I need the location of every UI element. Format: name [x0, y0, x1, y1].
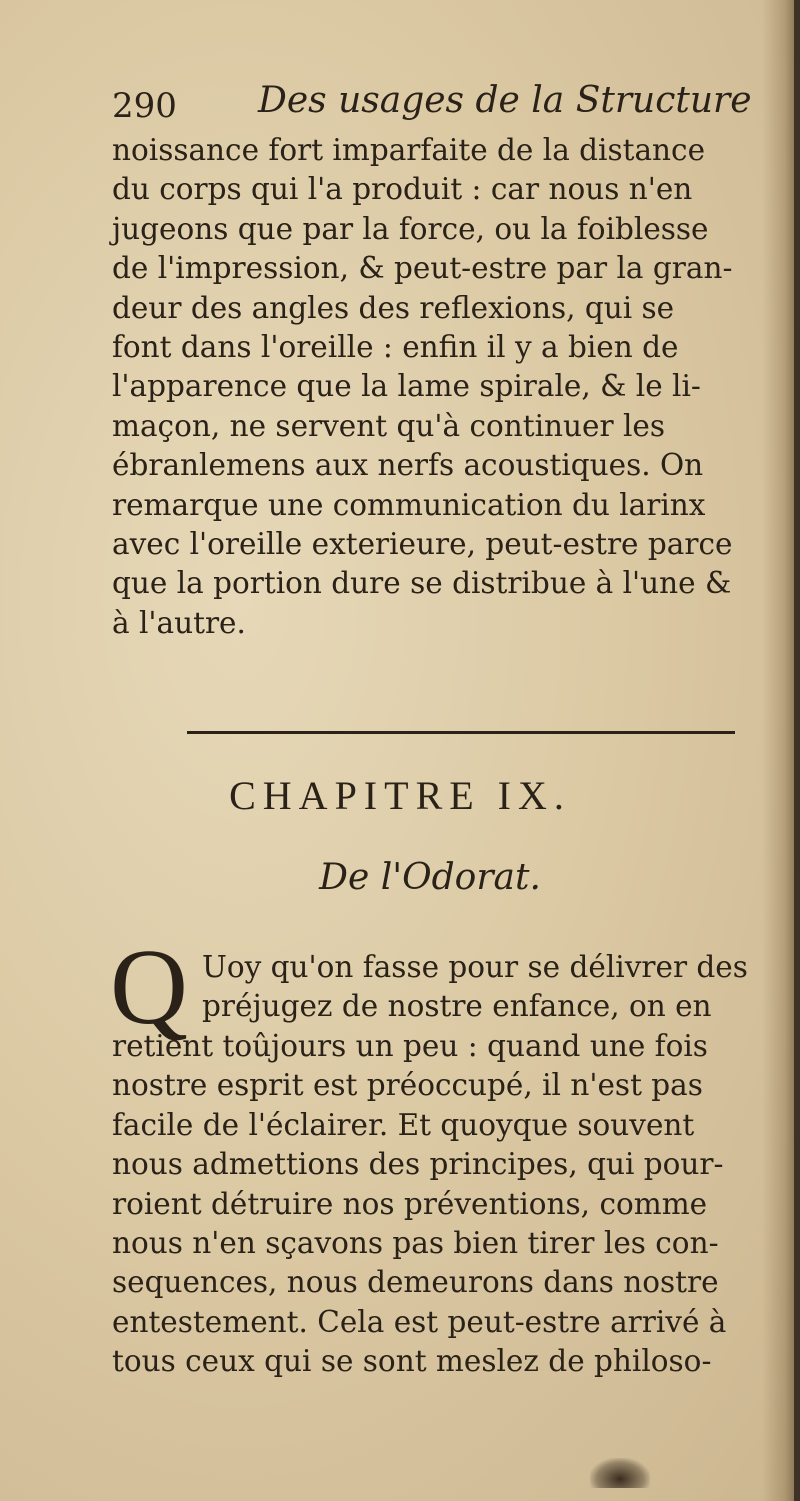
dropcap-indented-lines	[202, 948, 772, 1027]
running-title: Des usages de la Structure	[258, 80, 752, 121]
text-line: l'apparence que la lame spirale, & le li-	[112, 369, 701, 404]
text-line: jugeons que par la force, ou la foiblesse	[112, 211, 709, 246]
text-line: ébranlemens aux nerfs acoustiques. On	[112, 448, 704, 483]
drop-cap: Q	[110, 928, 188, 1047]
text-line: nostre esprit est préoccupé, il n'est pas	[112, 1068, 703, 1103]
text-line: roient détruire nos préventions, comme	[112, 1186, 708, 1221]
text-line: Uoy qu'on fasse pour se délivrer des	[202, 950, 748, 984]
chapter-title: CHAPITRE IX.	[229, 773, 571, 818]
text-line: font dans l'oreille : enfin il y a bien de	[112, 330, 679, 365]
text-line: sequences, nous demeurons dans nostre	[112, 1265, 719, 1300]
text-line: nous admettions des principes, qui pour-	[112, 1147, 724, 1182]
text-line: nous n'en sçavons pas bien tirer les con-	[112, 1226, 719, 1261]
chapter-subtitle: De l'Odorat.	[319, 857, 541, 898]
text-line: noissance fort imparfaite de la distance	[112, 133, 706, 167]
page-number: 290	[112, 86, 177, 126]
running-header	[112, 80, 752, 130]
text-line: deur des angles des reflexions, qui se	[112, 290, 675, 325]
text-line: facile de l'éclairer. Et quoyque souvent	[112, 1107, 695, 1142]
text-line: de l'impression, & peut-estre par la gran-	[112, 251, 733, 286]
page-binding-edge	[794, 0, 800, 1501]
text-line: à l'autre.	[112, 605, 246, 640]
text-line: du corps qui l'a produit : car nous n'en	[112, 172, 693, 207]
text-line: que la portion dure se distribue à l'une &	[112, 566, 732, 601]
text-line: entestement. Cela est peut-estre arrivé à	[112, 1304, 727, 1339]
top-paragraph	[112, 131, 774, 643]
ink-blot-catchword	[590, 1458, 650, 1488]
text-line: remarque une communication du larinx	[112, 487, 706, 522]
text-line: tous ceux qui se sont meslez de philoso-	[112, 1344, 712, 1379]
text-line: préjugez de nostre enfance, on en	[202, 989, 712, 1024]
body-paragraph	[112, 1027, 774, 1382]
text-line: avec l'oreille exterieure, peut-estre parce	[112, 527, 733, 562]
section-divider-rule	[187, 731, 735, 734]
text-line: maçon, ne servent qu'à continuer les	[112, 408, 665, 443]
text-line: retient toûjours un peu : quand une fois	[112, 1029, 708, 1063]
